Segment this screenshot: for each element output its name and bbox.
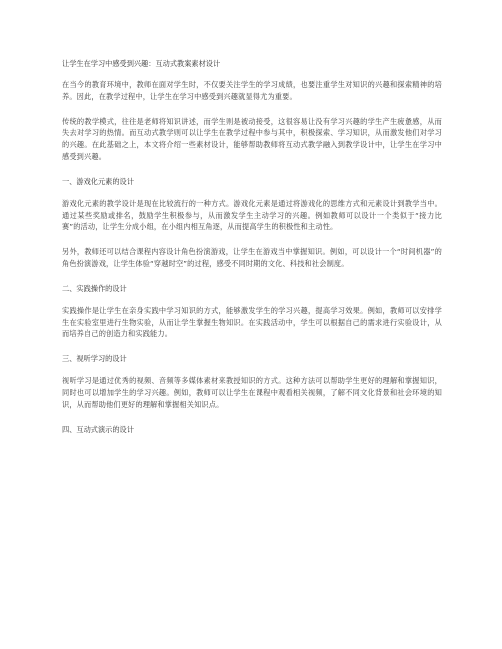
intro-paragraph-1: 在当今的教育环境中，教师在面对学生时，不仅要关注学生的学习成绩，也要注重学生对知识的兴趣和探索精神的培养。因此，在教学过程中，让学生在学习中感受到兴趣就显得尤为重要。	[62, 80, 442, 101]
intro-paragraph-2: 传统的教学模式，往往是老师将知识讲述，而学生则是被动接受，这很容易让没有学习兴趣的学生产生疲惫感，从而失去对学习的热情。而互动式教学则可以让学生在教学过程中参与其中，积极探索、学习知识，从而激发他们对学习的兴趣。在此基础之上，本文将介绍一些素材设计，能够帮助教师将互动式教学融入到教学设计中，让学生在学习中感受到兴趣。	[62, 116, 442, 161]
section-heading-game: 一、游戏化元素的设计	[62, 176, 134, 186]
section-heading-demo: 四、互动式演示的设计	[62, 424, 134, 434]
section-game-paragraph-1: 游戏化元素的教学设计是现在比较流行的一种方式。游戏化元素是通过将游戏化的思维方式和元素设计到教学当中。通过某些奖励或排名，鼓励学生积极参与，从而激发学生主动学习的兴趣。例如教师可以设计一个类似于“接力比赛”的活动，让学生分成小组，在小组内相互角逐，从而提高学生的积极性和主动性。	[62, 198, 442, 232]
section-heading-practice: 二、实践操作的设计	[62, 283, 127, 293]
section-practice-paragraph-1: 实践操作是让学生在亲身实践中学习知识的方式，能够激发学生的学习兴趣，提高学习效果。例如，教师可以安排学生在实验室里进行生物实验，从而让学生掌握生物知识。在实践活动中，学生可以根据自己的需求进行实验设计，从而培养自己的创造力和实践能力。	[62, 305, 442, 339]
section-game-paragraph-2: 另外，教师还可以结合课程内容设计角色扮演游戏，让学生在游戏当中掌握知识。例如，可以设计一个“时间机器”的角色扮演游戏，让学生体验“穿越时空”的过程，感受不同时期的文化、科技和社会制度。	[62, 247, 442, 268]
document-page	[62, 58, 442, 446]
section-heading-audiovisual: 三、视听学习的设计	[62, 354, 127, 364]
section-audiovisual-paragraph-1: 视听学习是通过优秀的视频、音频等多媒体素材来教授知识的方式。这种方法可以帮助学生更好的理解和掌握知识，同时也可以增加学生的学习兴趣。例如，教师可以让学生在课程中观看相关视频，了解不同文化背景和社会环境的知识，从而帮助他们更好的理解和掌握相关知识点。	[62, 376, 442, 409]
document-title: 让学生在学习中感受到兴趣：互动式教案素材设计	[62, 59, 221, 68]
